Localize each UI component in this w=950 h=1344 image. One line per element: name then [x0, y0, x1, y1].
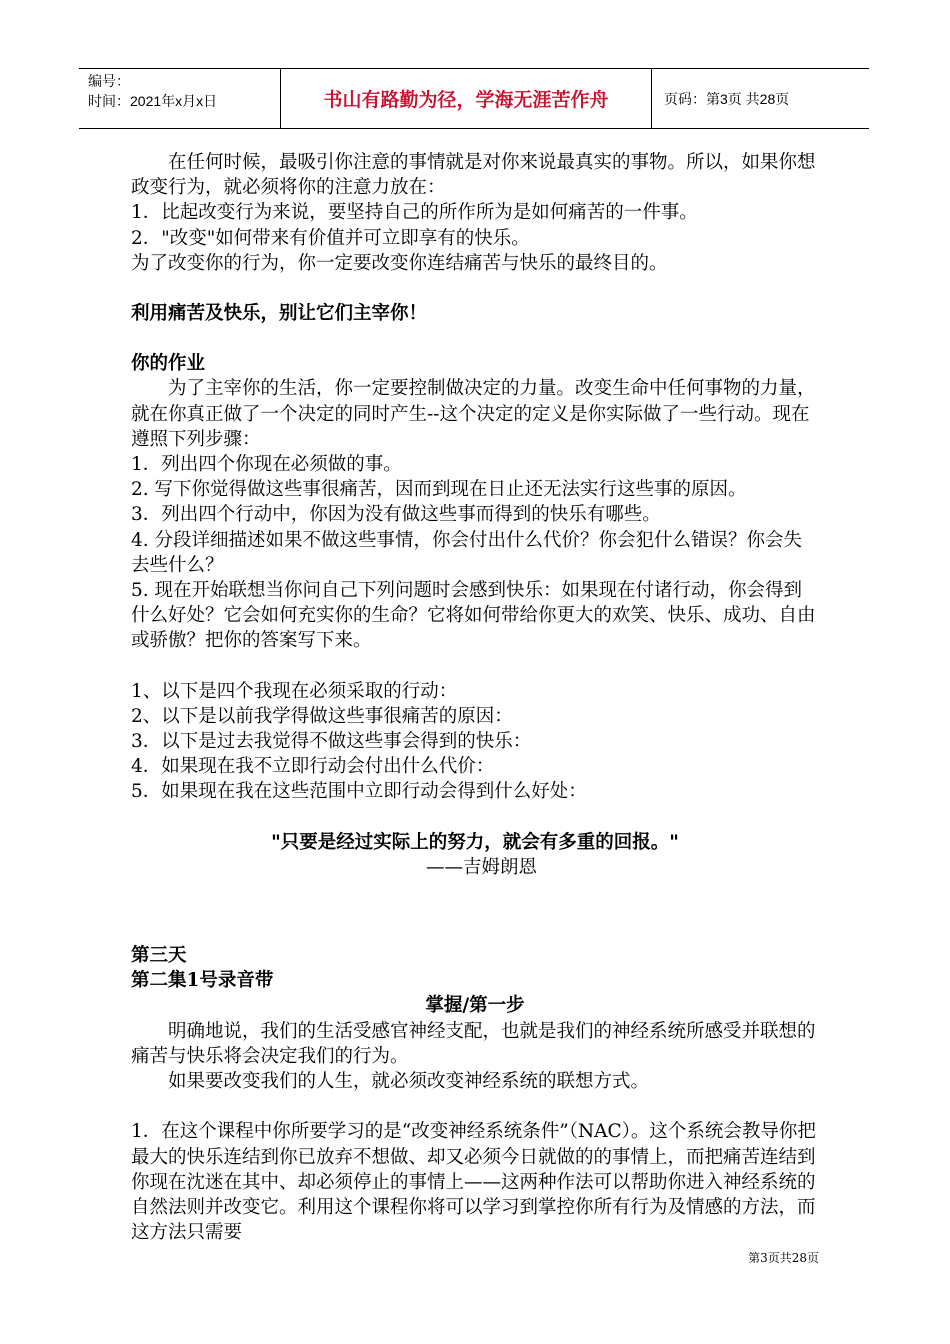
paragraph: 为了主宰你的生活，你一定要控制做决定的力量。改变生命中任何事物的力量，就在你真正做了一个决定的同时产生--这个决定的定义是你实际做了一些行动。现在遵照下列步骤：	[131, 378, 816, 450]
list-item: 1、以下是四个我现在必须采取的行动：	[131, 680, 458, 702]
header-page-number: 页码：第3页 共28页	[664, 90, 790, 107]
list-item: 4. 分段详细描述如果不做这些事情，你会付出什么代价？你会犯什么错误？你会失去些什么？	[131, 529, 803, 576]
quote-author: ——吉姆朗恩	[425, 856, 537, 878]
list-item: 3．以下是过去我觉得不做这些事会得到的快乐：	[131, 731, 532, 753]
quote: "只要是经过实际上的努力，就会有多重的回报。"	[271, 831, 679, 853]
document-body	[131, 150, 819, 1245]
paragraph: 如果要改变我们的人生，就必须改变神经系统的联想方式。	[168, 1071, 650, 1093]
list-item: 3．列出四个行动中，你因为没有做这些事而得到的快乐有哪些。	[131, 504, 661, 526]
day-heading: 第三天	[131, 945, 187, 967]
list-item: 1．列出四个你现在必须做的事。	[131, 454, 402, 476]
section-heading: 利用痛苦及快乐，别让它们主宰你！	[131, 303, 428, 325]
header-motto: 书山有路勤为径，学海无涯苦作舟	[280, 69, 652, 128]
list-item: 2、以下是以前我学得做这些事很痛苦的原因：	[131, 705, 513, 727]
section-title: 掌握/第一步	[425, 995, 525, 1017]
footer-page-number: 第3页共28页	[748, 1251, 819, 1265]
paragraph: 在任何时候，最吸引你注意的事情就是对你来说最真实的事物。所以，如果你想政变行为，就必须将你的注意力放在：	[131, 152, 816, 199]
list-item: 2．"改变"如何带来有价值并可立即享有的快乐。	[131, 227, 530, 249]
list-item: 5. 现在开始联想当你问自己下列问题时会感到快乐：如果现在付诸行动，你会得到什么好处？它会如何充实你的生命？它将如何带给你更大的欢笑、快乐、成功、自由或骄傲？把你的答案写下来。	[131, 580, 816, 652]
paragraph: 明确地说，我们的生活受感官神经支配，也就是我们的神经系统所感受并联想的痛苦与快乐将会决定我们的行为。	[131, 1020, 816, 1067]
list-item: 4．如果现在我不立即行动会付出什么代价：	[131, 756, 495, 778]
header-meta	[79, 69, 280, 128]
header-date: 时间：2021年x月x日	[88, 93, 218, 109]
list-item: 5．如果现在我在这些范围中立即行动会得到什么好处：	[131, 781, 587, 803]
page-header	[79, 68, 869, 129]
tape-heading: 第二集1号录音带	[131, 970, 274, 992]
paragraph: 为了改变你的行为，你一定要改变你连结痛苦与快乐的最终目的。	[131, 252, 668, 274]
list-item: 1．比起改变行为来说，要坚持自己的所作所为是如何痛苦的一件事。	[131, 202, 698, 224]
header-number: 编号：	[88, 73, 130, 89]
list-item: 2. 写下你觉得做这些事很痛苦，因而到现在日止还无法实行这些事的原因。	[131, 479, 747, 501]
section-heading: 你的作业	[131, 353, 206, 375]
paragraph: 1．在这个课程中你所要学习的是“改变神经系统条件”（NAC）。这个系统会教导你把最大的快乐连结到你已放弃不想做、却又必须今日就做的的事情上，而把痛苦连结到你现在沈迷在其中、却必须停止的事情上——这两种作法可以帮助你进入神经系统的自然法则并改变它。利用这个课程你将可以学习到掌控你所有行为及情感的方法，而这方法只需要	[131, 1121, 816, 1244]
